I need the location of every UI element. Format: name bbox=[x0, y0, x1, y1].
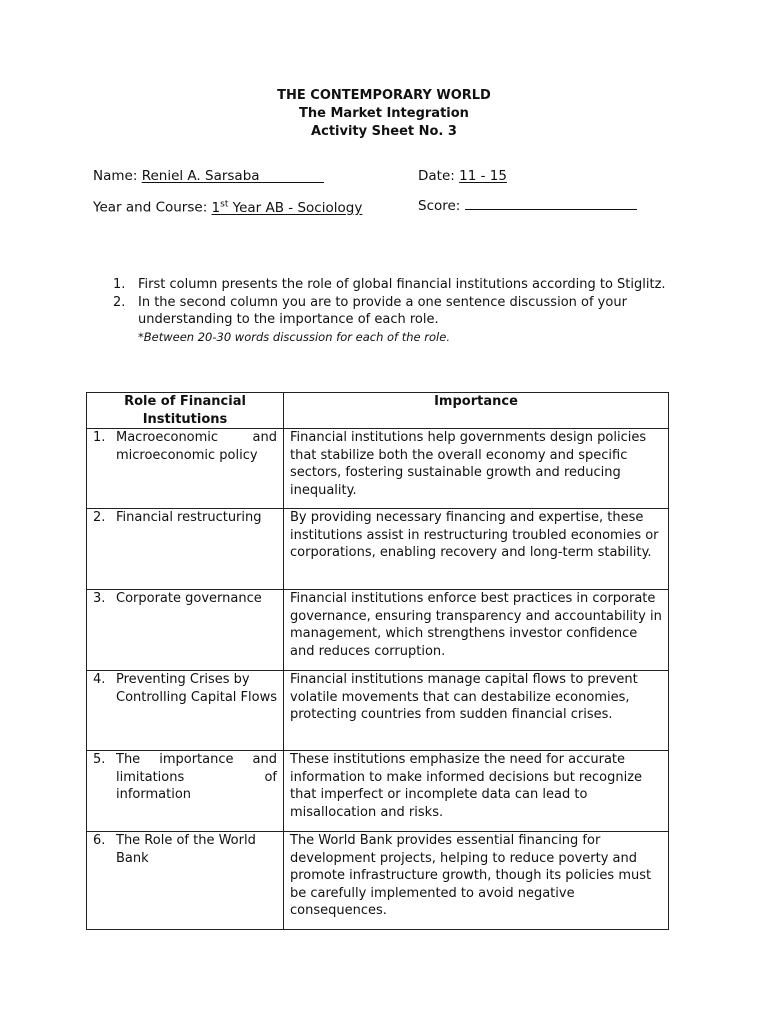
course-title: THE CONTEMPORARY WORLD bbox=[277, 88, 491, 103]
year-course-label: Year and Course: bbox=[93, 199, 208, 216]
activity-title: Activity Sheet No. 3 bbox=[311, 124, 457, 139]
score-field bbox=[418, 195, 637, 215]
role-cell: 4. Preventing Crises by Controlling Capital Flows bbox=[93, 672, 278, 705]
year-course-value: 1st Year AB - Sociology bbox=[211, 199, 363, 216]
table-row bbox=[87, 429, 669, 509]
date-value: 11 - 15 bbox=[459, 168, 507, 184]
importance-cell: Financial institutions manage capital flows to prevent volatile movements that can destabilize economies, protecting countries from sudden financial crises. bbox=[290, 672, 638, 722]
date-label: Date: bbox=[418, 168, 455, 184]
role-cell: 2. Financial restructuring bbox=[93, 510, 262, 525]
importance-cell: By providing necessary financing and expertise, these institutions assist in restructuring troubled economies or corporations, enabling recovery and long-term stability. bbox=[290, 510, 659, 560]
roles-table bbox=[86, 392, 669, 930]
score-blank-line bbox=[465, 195, 637, 210]
name-value: Reniel A. Sarsaba bbox=[141, 168, 260, 184]
table-row bbox=[87, 590, 669, 671]
role-cell: 1. Macroeconomic and microeconomic policy bbox=[93, 430, 277, 463]
table-header-row bbox=[87, 393, 669, 429]
instruction-note: *Between 20-30 words discussion for each of the role. bbox=[138, 329, 450, 344]
topic-title: The Market Integration bbox=[299, 106, 469, 121]
instruction-item: 1. First column presents the role of global financial institutions according to Stiglitz. bbox=[113, 277, 666, 292]
table-row bbox=[87, 751, 669, 832]
table-row bbox=[87, 671, 669, 751]
date-field bbox=[418, 167, 507, 185]
year-course-field bbox=[93, 195, 362, 217]
role-column-header: Role of Financial Institutions bbox=[87, 393, 284, 429]
importance-cell: These institutions emphasize the need for accurate information to make informed decisions but recognize that imperfect or incomplete data can lead to misallocation and risks. bbox=[290, 752, 643, 820]
table-row bbox=[87, 509, 669, 590]
score-label: Score: bbox=[418, 198, 461, 214]
name-label: Name: bbox=[93, 168, 138, 184]
role-cell: 3. Corporate governance bbox=[93, 591, 262, 606]
instructions bbox=[113, 276, 673, 345]
document-header bbox=[0, 87, 768, 141]
name-field bbox=[93, 167, 324, 185]
importance-cell: The World Bank provides essential financing for development projects, helping to reduce poverty and promote infrastructure growth, though its policies must be carefully implemented to avoid negative consequences. bbox=[290, 833, 652, 918]
table-row bbox=[87, 832, 669, 930]
role-cell: 5. The importance and limitations of information bbox=[93, 752, 277, 802]
instruction-item: 2. In the second column you are to provide a one sentence discussion of your understanding to the importance of each role. bbox=[113, 294, 627, 327]
importance-column-header: Importance bbox=[284, 393, 669, 429]
importance-cell: Financial institutions enforce best practices in corporate governance, ensuring transparency and accountability in management, which strengthens investor confidence and reduces corruption. bbox=[290, 591, 662, 659]
role-cell: 6. The Role of the World Bank bbox=[93, 833, 256, 866]
importance-cell: Financial institutions help governments design policies that stabilize both the overall economy and specific sectors, fostering sustainable growth and reducing inequality. bbox=[290, 430, 647, 498]
